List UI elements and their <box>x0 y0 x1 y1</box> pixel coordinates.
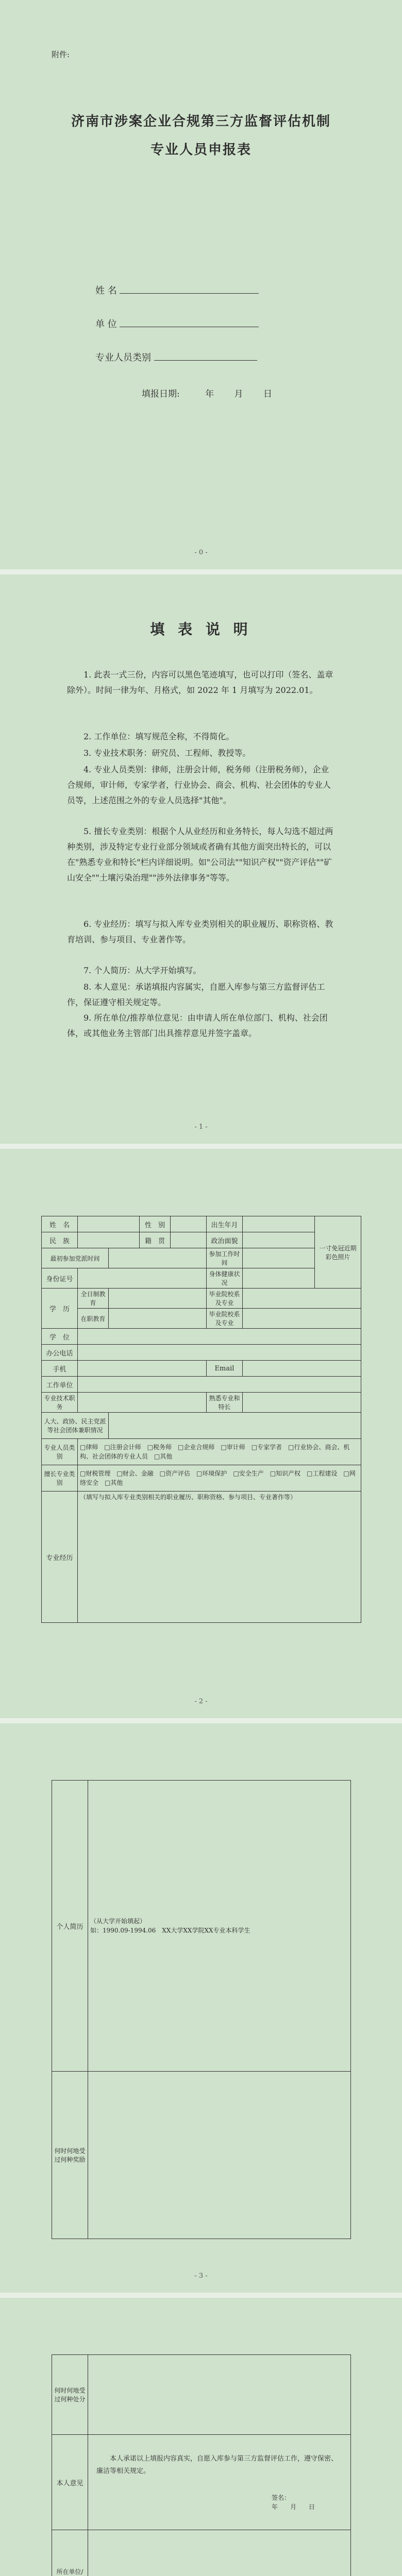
punish-value[interactable] <box>88 2355 351 2435</box>
birth-cell-label: 出生年月 <box>207 1216 243 1232</box>
experience-hint: （填写与拟入库专业类别相关的职业履历、职称资格、参与项目、专业著作等） <box>80 1494 297 1501</box>
table-row <box>42 1492 361 1623</box>
party-time-label: 最初参加党派时间 <box>42 1248 109 1268</box>
specialty-options[interactable]: □财税管理 □财会、金融 □资产评估 □环境保护 □安全生产 □知识产权 □工程建设 □网络安全 □其他 <box>78 1465 361 1492</box>
page-separator <box>0 1718 402 1723</box>
date-day: 日 <box>263 389 272 399</box>
gender-value[interactable] <box>171 1216 207 1232</box>
edu-parttime-value[interactable] <box>109 1309 207 1329</box>
school-label: 毕业院校系及专业 <box>207 1289 243 1309</box>
origin-value[interactable] <box>171 1232 207 1248</box>
edu-fulltime-label: 全日制教育 <box>78 1289 109 1309</box>
school2-value[interactable] <box>243 1309 361 1329</box>
resume-label: 个人简历 <box>52 1781 88 2072</box>
name-line[interactable] <box>120 293 259 294</box>
ethnic-value[interactable] <box>78 1232 140 1248</box>
table-row <box>42 1289 361 1309</box>
page-number: - 0 - <box>194 549 208 556</box>
table-row <box>42 1329 361 1345</box>
table-row <box>52 2072 351 2239</box>
self-sign: 签名： <box>272 2494 291 2501</box>
date-month: 月 <box>234 389 243 399</box>
school-value[interactable] <box>243 1289 361 1309</box>
cover-title-line2: 专业人员申报表 <box>150 142 252 158</box>
instructions-page <box>0 574 402 1144</box>
ethnic-cell-label: 民 族 <box>42 1232 78 1248</box>
application-form-table <box>41 1216 361 1623</box>
id-value[interactable] <box>78 1268 207 1289</box>
edu-parttime-label: 在职教育 <box>78 1309 109 1329</box>
tech-title-label: 专业技术职务 <box>42 1393 78 1413</box>
health-value[interactable] <box>243 1268 315 1289</box>
instruction-item: 6. 专业经历：填写与拟入库专业类别相关的职业履历、职称资格、教育培训、参与项目、专业著作等。 <box>67 919 333 944</box>
table-row <box>52 2355 351 2435</box>
cover-title-line1: 济南市涉案企业合规第三方监督评估机制 <box>71 114 331 129</box>
photo-placeholder[interactable]: 一寸免冠近期彩色照片 <box>315 1216 361 1289</box>
instructions-title: 填 表 说 明 <box>150 621 252 638</box>
category-label: 专业人员类别 <box>95 352 151 363</box>
work-unit-value[interactable] <box>78 1377 361 1393</box>
unit-opinion-label: 所在单位/ <box>52 2530 88 2576</box>
unit-opinion-value[interactable] <box>88 2530 351 2576</box>
self-date: 年 月 日 <box>272 2503 315 2511</box>
instruction-item: 3. 专业技术职务：研究员、工程师、教授等。 <box>83 748 251 758</box>
email-value[interactable] <box>243 1361 361 1377</box>
name-value[interactable] <box>78 1216 140 1232</box>
award-value[interactable] <box>88 2072 351 2239</box>
political-cell-label: 政治面貌 <box>207 1232 243 1248</box>
resume-page <box>0 1723 402 2293</box>
society-value[interactable] <box>109 1413 361 1439</box>
work-time-value[interactable] <box>243 1248 315 1268</box>
work-unit-label: 工作单位 <box>42 1377 78 1393</box>
unit-label: 单 位 <box>95 319 117 330</box>
self-promise-text: 本人承诺以上填报内容真实，自愿入库参与第三方监督评估工作，遵守保密、廉洁等相关规定。 <box>96 2455 338 2475</box>
table-row <box>42 1268 361 1289</box>
gender-cell-label: 性 别 <box>140 1216 171 1232</box>
page-separator <box>0 2293 402 2298</box>
table-row <box>42 1248 361 1268</box>
table-row <box>42 1232 361 1248</box>
table-row <box>42 1345 361 1361</box>
table-row <box>42 1413 361 1439</box>
opinion-table <box>52 2354 351 2576</box>
specialty-label: 擅长专业类别 <box>42 1465 78 1492</box>
page-separator <box>0 569 402 574</box>
familiar-label: 熟悉专业和特长 <box>207 1393 243 1413</box>
instruction-item: 2. 工作单位：填写规范全称，不得简化。 <box>83 732 234 741</box>
degree-value[interactable] <box>78 1329 361 1345</box>
table-row <box>42 1309 361 1329</box>
page-number: - 3 - <box>194 2272 208 2280</box>
page-separator <box>0 1144 402 1149</box>
edu-label: 学 历 <box>42 1289 78 1329</box>
party-time-value[interactable] <box>109 1248 207 1268</box>
instruction-item: 5. 擅长专业类别：根据个人从业经历和业务特长，每人勾选不超过两种类别，涉及特定专业行业部分领域或者确有其他方面突出特长的，可以在"熟悉专业和特长"栏内详细说明。如"公司法""知识产权""资产评估""矿山安全""土壤污染治理""涉外法律事务"等等。 <box>67 826 333 883</box>
society-label: 人大、政协、民主党派等社会团体兼职情况 <box>42 1413 109 1439</box>
degree-label: 学 位 <box>42 1329 78 1345</box>
experience-label: 专业经历 <box>42 1492 78 1623</box>
resume-value[interactable] <box>88 1781 351 2072</box>
instruction-item: 9. 所在单位/推荐单位意见：由申请人所在单位部门、机构、社会团体，或其他业务主管部门出具推荐意见并签字盖章。 <box>67 1013 328 1038</box>
table-row <box>42 1377 361 1393</box>
resume-example: 如：1990.09-1994.06 XX大学XX学院XX专业本科学生 <box>90 1927 250 1934</box>
tech-title-value[interactable] <box>78 1393 207 1413</box>
political-value[interactable] <box>243 1232 315 1248</box>
opinion-page <box>0 2298 402 2576</box>
punish-label: 何时何地受过何种处分 <box>52 2355 88 2435</box>
mobile-value[interactable] <box>78 1361 207 1377</box>
date-year: 年 <box>205 389 214 399</box>
familiar-value[interactable] <box>243 1393 361 1413</box>
edu-fulltime-value[interactable] <box>109 1289 207 1309</box>
table-row <box>42 1465 361 1492</box>
date-field <box>142 386 272 399</box>
work-time-label: 参加工作时间 <box>207 1248 243 1268</box>
resume-hint: （从大学开始填起） <box>90 1918 146 1925</box>
form-page <box>0 1149 402 1718</box>
unit-field <box>95 317 259 330</box>
health-label: 身体健康状况 <box>207 1268 243 1289</box>
prof-category-label: 专业人员类别 <box>42 1439 78 1465</box>
name-label: 姓 名 <box>95 285 117 296</box>
table-row <box>42 1216 361 1232</box>
instruction-item: 4. 专业人员类别：律师，注册会计师，税务师（注册税务师），企业合规师，审计师，专家学者，行业协会、商会、机构、社会团体的专业人员等，上述范围之外的专业人员选择"其他"。 <box>67 765 331 805</box>
experience-value[interactable] <box>78 1492 361 1623</box>
instruction-item: 1. 此表一式三份，内容可以黑色笔迹填写，也可以打印（签名、盖章除外）。时间一律为年、月格式，如 2022 年 1 月填写为 2022.01。 <box>67 670 333 695</box>
prof-category-options[interactable]: □律师 □注册会计师 □税务师 □企业合规师 □审计师 □专家学者 □行业协会、商会、机构、社会团体的专业人员 □其他 <box>78 1439 361 1465</box>
instruction-item: 8. 本人意见：承诺填报内容属实，自愿入库参与第三方监督评估工作，保证遵守相关规定等。 <box>67 982 325 1007</box>
award-label: 何时何地受过何种奖励 <box>52 2072 88 2239</box>
table-row <box>52 2530 351 2576</box>
office-phone-value[interactable] <box>78 1345 361 1361</box>
name-field <box>95 283 259 297</box>
birth-value[interactable] <box>243 1216 315 1232</box>
self-opinion-label: 本人意见 <box>52 2435 88 2530</box>
table-row <box>52 2435 351 2530</box>
origin-cell-label: 籍 贯 <box>140 1232 171 1248</box>
category-field <box>95 350 257 364</box>
mobile-label: 手机 <box>42 1361 78 1377</box>
attachment-label: 附件: <box>52 50 70 59</box>
category-line[interactable] <box>154 360 257 361</box>
table-row <box>42 1361 361 1377</box>
table-row <box>42 1393 361 1413</box>
cover-page <box>0 0 402 569</box>
email-label: Email <box>207 1361 243 1377</box>
date-label: 填报日期: <box>142 389 180 399</box>
self-opinion-value[interactable] <box>88 2435 351 2530</box>
resume-table <box>52 1780 351 2239</box>
school2-label: 毕业院校系及专业 <box>207 1309 243 1329</box>
id-label: 身份证号 <box>42 1268 78 1289</box>
page-number: - 2 - <box>194 1698 208 1705</box>
table-row <box>52 1781 351 2072</box>
instruction-item: 7. 个人简历：从大学开始填写。 <box>83 965 202 975</box>
name-cell-label: 姓 名 <box>42 1216 78 1232</box>
page-number: - 1 - <box>194 1123 208 1131</box>
table-row <box>42 1439 361 1465</box>
office-phone-label: 办公电话 <box>42 1345 78 1361</box>
